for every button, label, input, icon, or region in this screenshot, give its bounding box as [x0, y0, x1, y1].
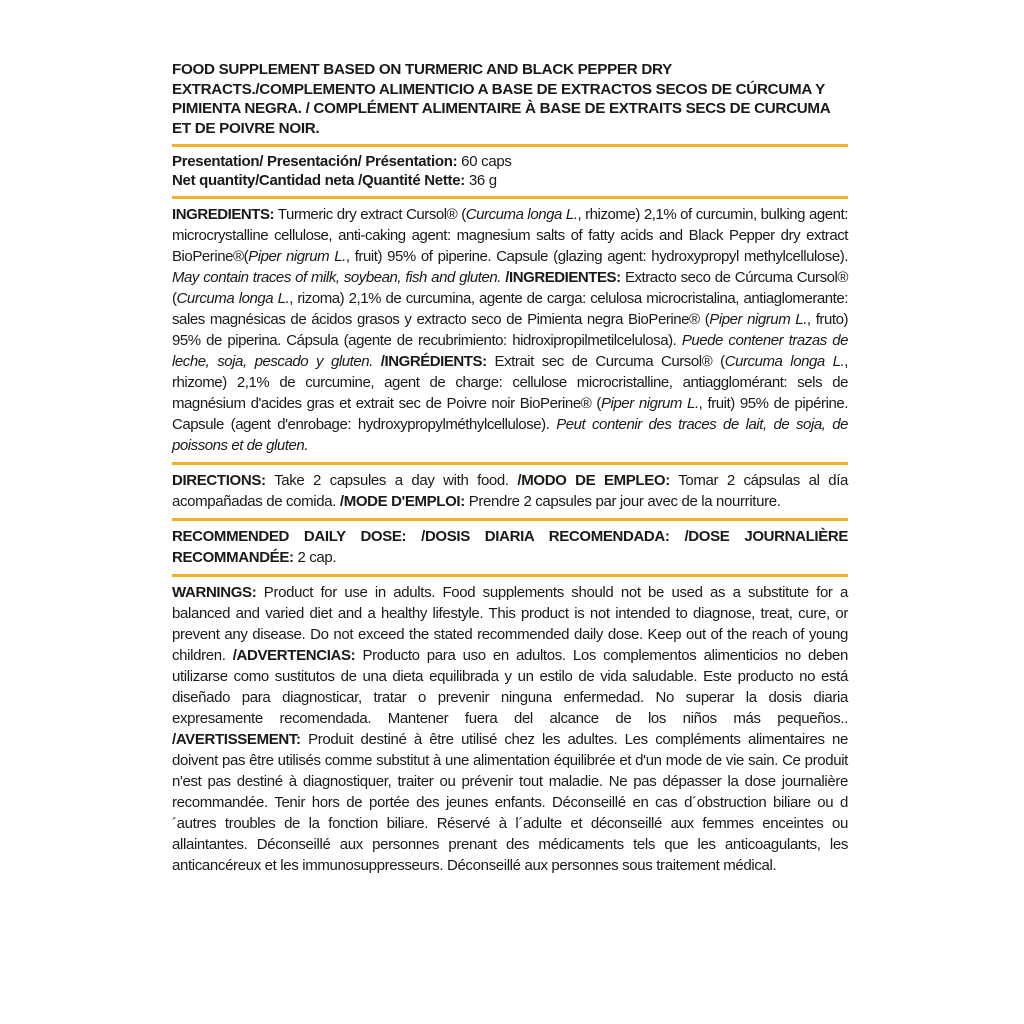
ingredients-en-4: Piper nigrum L. — [248, 248, 346, 265]
ingredients-fr-4: Piper nigrum L. — [600, 395, 699, 412]
directions-fr: Prendre 2 capsules par jour avec de la nourriture. — [468, 493, 781, 510]
ingredients-en-2: Curcuma longa L. — [465, 206, 578, 223]
directions-label-fr: /MODE D'EMPLOI: — [339, 493, 465, 510]
directions-label-es: /MODO DE EMPLEO: — [517, 472, 670, 489]
ingredients-label-es: /INGREDIENTES: — [505, 269, 621, 286]
ingredients-fr-1: Extrait sec de Curcuma Cursol® ( — [494, 353, 725, 370]
ingredients-es-2: Curcuma longa L. — [176, 290, 290, 307]
directions-label-en: DIRECTIONS: — [172, 472, 266, 489]
ingredients-label-fr: /INGRÉDIENTS: — [380, 353, 487, 370]
ingredients-fr-5: , fruit) 95% de pipérine. Capsule (agent d'enrobage: hydroxypropylméthylcellulose). — [172, 395, 848, 433]
ingredients-en-5: , fruit) 95% of piperine. Capsule (glazing agent: hydroxypropyl methylcellulose). — [345, 248, 848, 265]
directions-section — [172, 468, 848, 516]
warnings-label-en: WARNINGS: — [172, 584, 257, 601]
ingredients-fr-3: , rhizome) 2,1% de curcumine, agent de charge: cellulose microcristalline, antiagglomérant: sels de magnésium d'acides gras et extrait sec de Poivre noir BioPerine® ( — [172, 353, 848, 412]
warnings-label-es: /ADVERTENCIAS: — [232, 647, 356, 664]
ingredients-fr-2: Curcuma longa L. — [724, 353, 845, 370]
ingredients-fr-6: Peut contenir des traces de lait, de soja, de poissons et de gluten. — [172, 416, 848, 454]
supplement-label — [172, 58, 848, 880]
presentation-value: 60 caps — [461, 153, 512, 170]
warnings-text — [172, 582, 848, 876]
ingredients-es-1: Extracto seco de Cúrcuma Cursol® ( — [172, 269, 849, 307]
dose-section — [172, 524, 848, 572]
ingredients-en-6: May contain traces of milk, soybean, fish and gluten. — [172, 269, 502, 286]
net-quantity-value: 36 g — [468, 172, 497, 189]
warnings-label-fr: /AVERTISSEMENT: — [172, 731, 301, 748]
warnings-section — [172, 580, 848, 880]
dose-label: RECOMMENDED DAILY DOSE: /DOSIS DIARIA RECOMENDADA: /DOSE JOURNALIÈRE RECOMMANDÉE: — [172, 528, 848, 566]
directions-es: Tomar 2 cápsulas al día acompañadas de comida. — [172, 472, 849, 510]
ingredients-en-3: , rhizome) 2,1% of curcumin, bulking agent: microcrystalline cellulose, anti-caking agent: magnesium salts of fatty acids and Black Pepper dry extract BioPerine®( — [172, 206, 848, 265]
product-title — [172, 60, 848, 138]
presentation-label: Presentation/ Presentación/ Présentation: — [172, 153, 458, 170]
title-section — [172, 58, 848, 142]
divider — [172, 574, 848, 577]
ingredients-es-6: Puede contener trazas de leche, soja, pescado y gluten. — [172, 332, 849, 370]
ingredients-es-5: , fruto) 95% de piperina. Cápsula (agente de recubrimiento: hidroxipropilmetilcelulosa). — [172, 311, 849, 349]
dose-value: 2 cap. — [297, 549, 337, 566]
directions-en: Take 2 capsules a day with food. — [274, 472, 509, 489]
presentation-section — [172, 150, 848, 194]
warnings-es: Producto para uso en adultos. Los complementos alimenticios no deben utilizarse como sustitutos de una dieta equilibrada y un estilo de vida saludable. Este producto no está diseñado para diagnosticar, tratar o prevenir ninguna enfermedad. No superar la dosis diaria expresamente recomendada. Mantener fuera del alcance de los niños más pequeños.. — [172, 647, 848, 727]
warnings-en: Product for use in adults. Food supplements should not be used as a substitute for a balanced and varied diet and a healthy lifestyle. This product is not intended to diagnose, treat, cure, or prevent any disease. Do not exceed the stated recommended daily dose. Keep out of the reach of young children. — [172, 584, 848, 664]
warnings-fr: Produit destiné à être utilisé chez les adultes. Les compléments alimentaires ne doivent pas être utilisés comme substitut à une alimentation équilibrée et d'un mode de vie sain. Ce produit n'est pas destiné à diagnostiquer, traiter ou prévenir tout maladie. Ne pas dépasser la dose journalière recommandée. Tenir hors de portée des jeunes enfants. Déconseillé en cas d´obstruction biliare ou d´autres troubles de la fonction biliare. Réservé à l´adulte et déconseillé aux femmes enceintes ou allaintantes. Déconseillé aux personnes prenant des médicaments tels que les anticoagulants, les anticancéreux et les immunosuppresseurs. Déconseillé aux personnes sous traitement médical. — [172, 731, 848, 874]
ingredients-es-3: , rizoma) 2,1% de curcumina, agente de carga: celulosa microcristalina, antiaglomerante: sales magnésicas de ácidos grasos y extracto seco de Pimienta negra BioPerine® ( — [172, 290, 848, 328]
ingredients-en-1: Turmeric dry extract Cursol® ( — [277, 206, 466, 223]
title-es: /COMPLEMENTO ALIMENTICIO A BASE DE EXTRACTOS SECOS DE CÚRCUMA Y PIMIENTA NEGRA. — [172, 80, 825, 117]
dose-text — [172, 526, 848, 568]
net-quantity-row — [172, 171, 848, 190]
divider — [172, 144, 848, 147]
ingredients-text — [172, 204, 848, 456]
ingredients-es-4: Piper nigrum L. — [709, 311, 807, 328]
presentation-row — [172, 152, 848, 171]
ingredients-label-en: INGREDIENTS: — [172, 206, 275, 223]
divider — [172, 518, 848, 521]
divider — [172, 462, 848, 465]
directions-text — [172, 470, 848, 512]
title-fr: / COMPLÉMENT ALIMENTAIRE À BASE DE EXTRAITS SECS DE CURCUMA ET DE POIVRE NOIR. — [172, 100, 830, 137]
net-quantity-label: Net quantity/Cantidad neta /Quantité Nette: — [172, 172, 465, 189]
title-en: FOOD SUPPLEMENT BASED ON TURMERIC AND BLACK PEPPER DRY EXTRACTS. — [172, 61, 672, 98]
divider — [172, 196, 848, 199]
ingredients-section — [172, 202, 848, 460]
